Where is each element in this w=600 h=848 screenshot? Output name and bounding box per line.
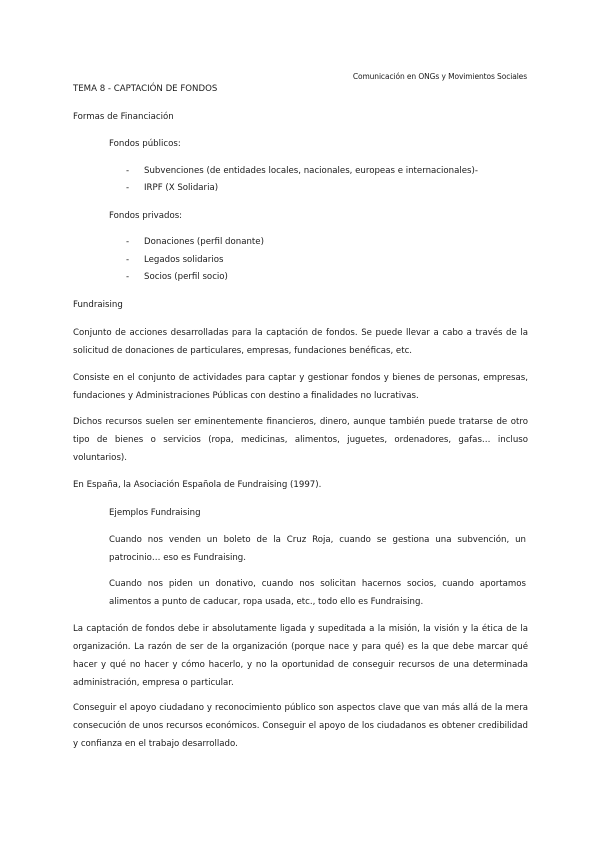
running-header: Comunicación en ONGs y Movimientos Sociales [352,72,527,81]
bullet-dash: - [126,183,130,193]
list-item-text: Subvenciones (de entidades locales, nacionales, europeas e internacionales)- [144,166,478,176]
paragraph: Dichos recursos suelen ser eminentemente financieros, dinero, aunque también puede tratarse de otro tipo de bienes o servicios (ropa, medicinas, alimentos, juguetes, ordenadores, gafas… incluso voluntarios). [73,417,528,463]
bullet-dash: - [126,255,130,265]
list-item-text: Socios (perfil socio) [144,272,228,282]
page-title: TEMA 8 - CAPTACIÓN DE FONDOS [73,84,218,94]
paragraph: Conseguir el apoyo ciudadano y reconocimiento público son aspectos clave que van más allá de la mera consecución de unos recursos económicos. Conseguir el apoyo de los ciudadanos es obtener credibilidad y confianza en el trabajo desarrollado. [73,703,528,749]
paragraph: Cuando nos venden un boleto de la Cruz Roja, cuando se gestiona una subvención, un patrocinio… eso es Fundraising. [109,535,526,563]
heading-fondos-privados: Fondos privados: [109,211,183,221]
list-item-text: IRPF (X Solidaria) [144,183,219,193]
bullet-dash: - [126,166,130,176]
heading-formas: Formas de Financiación [73,112,174,122]
heading-fundraising: Fundraising [73,300,123,310]
list-item-text: Legados solidarios [144,255,224,265]
bullet-dash: - [126,237,130,247]
paragraph: Consiste en el conjunto de actividades para captar y gestionar fondos y bienes de personas, empresas, fundaciones y Administraciones Públicas con destino a finalidades no lucrativas. [73,373,528,401]
paragraph: Conjunto de acciones desarrolladas para la captación de fondos. Se puede llevar a cabo a través de la solicitud de donaciones de particulares, empresas, fundaciones benéficas, etc. [73,328,528,356]
heading-ejemplos: Ejemplos Fundraising [109,508,201,518]
paragraph: En España, la Asociación Española de Fundraising (1997). [73,480,322,490]
list-item-text: Donaciones (perfil donante) [144,237,264,247]
bullet-dash: - [126,272,130,282]
heading-fondos-publicos: Fondos públicos: [109,139,181,149]
paragraph: La captación de fondos debe ir absolutamente ligada y supeditada a la misión, la visión y la ética de la organización. La razón de ser de la organización (porque nace y para qué) es la que debe marcar qué hacer y qué no hacer y cómo hacerlo, y no la oportunidad de conseguir recursos de una determinada administración, empresa o particular. [73,624,528,688]
paragraph: Cuando nos piden un donativo, cuando nos solicitan hacernos socios, cuando aportamos alimentos a punto de caducar, ropa usada, etc., todo ello es Fundraising. [109,579,526,607]
